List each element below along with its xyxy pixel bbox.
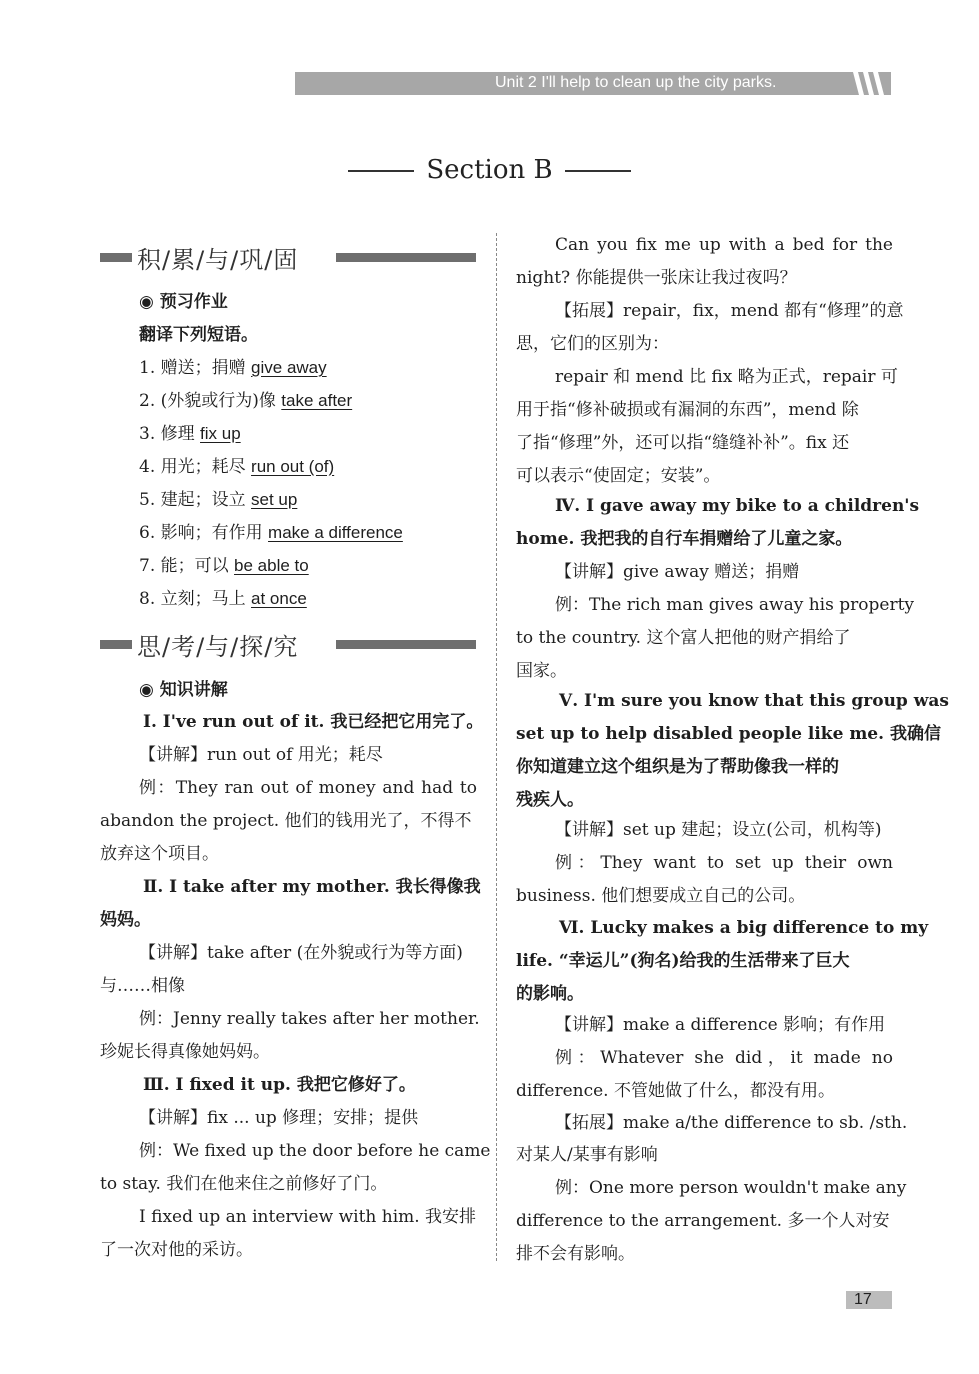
section-title	[0, 155, 979, 185]
text-line: 例：They want to set up their own	[555, 853, 893, 873]
phrase-item: 7. 能；可以 be able to	[139, 556, 309, 576]
text-line: 例：Jenny really takes after her mother.	[139, 1009, 480, 1029]
text-line: 与……相像	[100, 976, 185, 996]
text-line: 例：They ran out of money and had to	[139, 778, 477, 798]
text-line: life. “幸运儿”(狗名)给我的生活带来了巨大	[516, 951, 850, 971]
text-line: to stay. 我们在他来住之前修好了门。	[100, 1174, 388, 1194]
text-line: Ⅲ. I fixed it up. 我把它修好了。	[143, 1075, 416, 1095]
text-line: to the country. 这个富人把他的财产捐给了	[516, 628, 851, 648]
text-line: I fixed up an interview with him. 我安排	[139, 1207, 477, 1227]
text-line: difference. 不管她做了什么，都没有用。	[516, 1081, 835, 1101]
text-line: Ⅳ. I gave away my bike to a children's	[555, 496, 920, 516]
section-title-text: Section B	[426, 155, 553, 185]
text-line: Can you fix me up with a bed for the	[555, 235, 893, 255]
text-line: 【拓展】repair，fix，mend 都有“修理”的意	[555, 301, 904, 321]
answer: fix up	[200, 424, 241, 443]
text-line: Ⅰ. I've run out of it. 我已经把它用完了。	[143, 712, 484, 732]
text-line: 残疾人。	[516, 790, 584, 810]
title-rule-right	[565, 170, 631, 172]
text-line: 例：We fixed up the door before he came	[139, 1141, 491, 1161]
text-line: 【讲解】fix ... up 修理；安排；提供	[139, 1108, 419, 1128]
text-line: 国家。	[516, 661, 567, 681]
text-line: abandon the project. 他们的钱用光了，不得不	[100, 811, 472, 831]
text-line: 珍妮长得真像她妈妈。	[100, 1042, 270, 1062]
band-title: 思/考/与/探/究	[137, 633, 299, 661]
header-slash-marks-icon	[851, 72, 885, 95]
text-line: Ⅱ. I take after my mother. 我长得像我	[143, 877, 481, 897]
text-line: 思，它们的区别为：	[516, 334, 669, 354]
header-unit-title: Unit 2 I'll help to clean up the city parks.	[495, 74, 777, 91]
running-header	[295, 72, 891, 95]
preview-heading: ◉ 预习作业	[139, 292, 228, 312]
phrase-item: 5. 建起；设立 set up	[139, 490, 298, 510]
phrase-item: 6. 影响；有作用 make a difference	[139, 523, 403, 543]
text-line: night? 你能提供一张床让我过夜吗？	[516, 268, 797, 288]
title-rule-left	[348, 170, 414, 172]
text-line: 【拓展】make a/the difference to sb. /sth.	[555, 1113, 908, 1133]
band-bar-left	[100, 640, 132, 649]
answer: run out (of)	[251, 457, 335, 476]
text-line: 【讲解】give away 赠送；捐赠	[555, 562, 800, 582]
band-bar-right	[336, 640, 476, 649]
text-line: 例：One more person wouldn't make any	[555, 1178, 907, 1198]
band-accumulate	[100, 240, 476, 276]
answer: at once	[251, 589, 307, 608]
text-line: difference to the arrangement. 多一个人对安	[516, 1211, 890, 1231]
text-line: 妈妈。	[100, 910, 151, 930]
text-line: 【讲解】set up 建起；设立(公司，机构等)	[555, 820, 882, 840]
phrase-item: 8. 立刻；马上 at once	[139, 589, 307, 609]
band-bar-left	[100, 253, 132, 262]
text-line: 【讲解】run out of 用光；耗尽	[139, 745, 383, 765]
text-line: home. 我把我的自行车捐赠给了儿童之家。	[516, 529, 853, 549]
page-number: 17	[854, 1291, 872, 1308]
text-line: 【讲解】take after (在外貌或行为等方面)	[139, 943, 463, 963]
text-line: 可以表示“使固定；安装”。	[516, 466, 721, 486]
text-line: 例：Whatever she did，it made no	[555, 1048, 893, 1068]
text-line: repair 和 mend 比 fix 略为正式，repair 可	[555, 367, 898, 387]
text-line: 的影响。	[516, 984, 584, 1004]
answer: take after	[281, 391, 353, 410]
text-line: 【讲解】make a difference 影响；有作用	[555, 1015, 886, 1035]
text-line: Ⅵ. Lucky makes a big difference to my	[559, 918, 929, 938]
text-line: 用于指“修补破损或有漏洞的东西”，mend 除	[516, 400, 859, 420]
band-bar-right	[336, 253, 476, 262]
phrase-item: 2. (外貌或行为)像 take after	[139, 391, 353, 411]
text-line: 例：The rich man gives away his property	[555, 595, 915, 615]
band-explore	[100, 627, 476, 663]
text-line: Ⅴ. I'm sure you know that this group was	[559, 691, 949, 711]
text-line: 了一次对他的采访。	[100, 1240, 253, 1260]
answer: make a difference	[268, 523, 403, 542]
phrase-item: 4. 用光；耗尽 run out (of)	[139, 457, 335, 477]
phrase-item: 3. 修理 fix up	[139, 424, 241, 444]
answer: give away	[251, 358, 327, 377]
text-line: 了指“修理”外，还可以指“缝缝补补”。fix 还	[516, 433, 850, 453]
band-title: 积/累/与/巩/固	[137, 246, 299, 274]
phrase-item: 1. 赠送；捐赠 give away	[139, 358, 327, 378]
text-line: business. 他们想要成立自己的公司。	[516, 886, 806, 906]
column-divider	[496, 233, 497, 1261]
answer: set up	[251, 490, 298, 509]
knowledge-heading: ◉ 知识讲解	[139, 680, 228, 700]
preview-instruction: 翻译下列短语。	[139, 325, 258, 345]
page-number-box	[846, 1291, 892, 1309]
text-line: 排不会有影响。	[516, 1244, 635, 1264]
answer: be able to	[234, 556, 309, 575]
text-line: 对某人/某事有影响	[516, 1145, 658, 1165]
text-line: 放弃这个项目。	[100, 844, 219, 864]
text-line: set up to help disabled people like me. 我确信	[516, 724, 941, 744]
text-line: 你知道建立这个组织是为了帮助像我一样的	[516, 757, 839, 777]
